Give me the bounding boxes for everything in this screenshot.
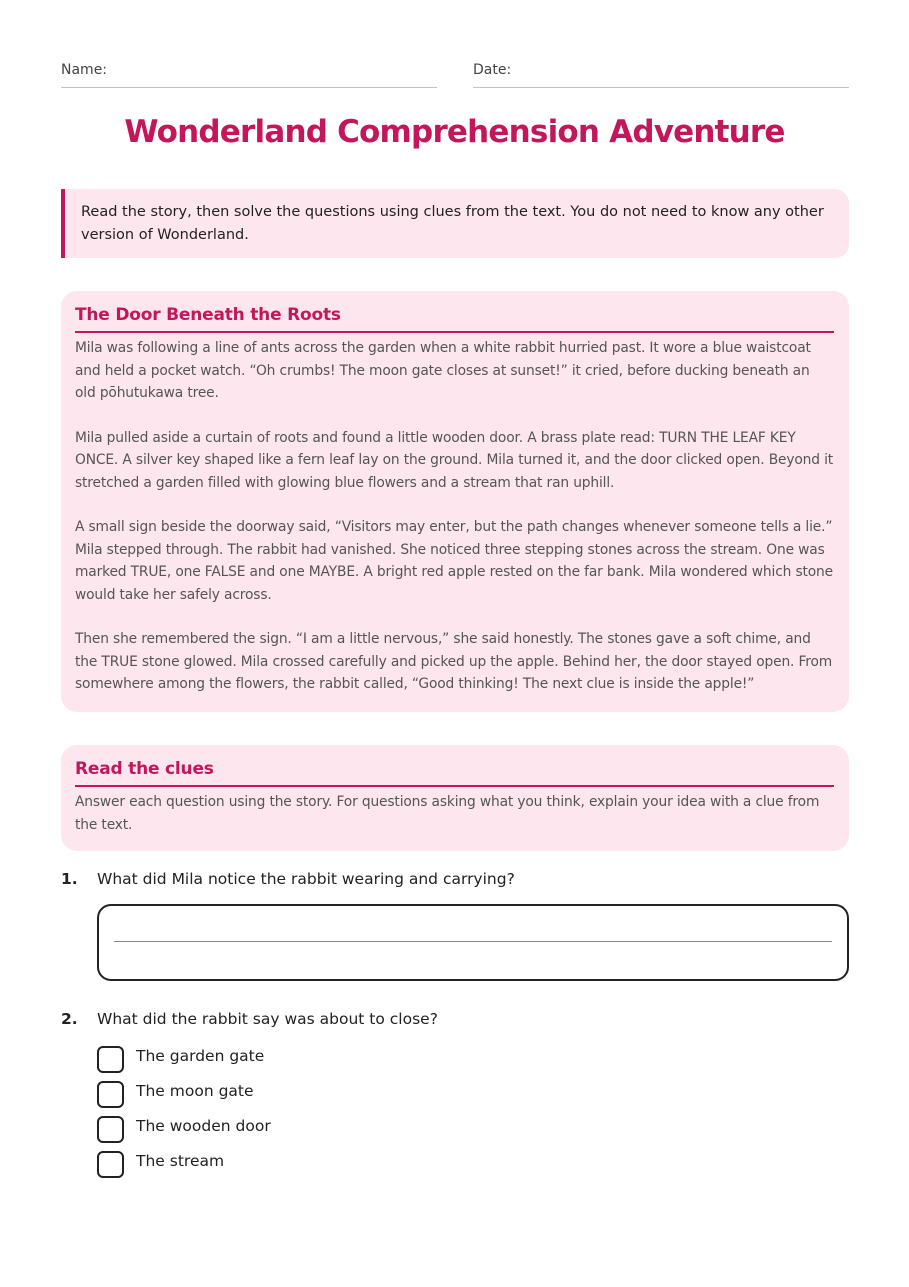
- story-heading: The Door Beneath the Roots: [75, 305, 834, 333]
- checkbox[interactable]: [97, 1046, 124, 1073]
- question-number: 2.: [61, 1010, 78, 1028]
- story-panel: [61, 291, 849, 712]
- name-label: Name:: [61, 62, 108, 78]
- story-paragraph: A small sign beside the doorway said, “Visitors may enter, but the path changes whenever someone tells a lie.” Mila stepped through. The rabbit had vanished. She noticed three stepping stones across the stream. One was marked TRUE, one FALSE and one MAYBE. A bright red apple rested on the far bank. Mila wondered which stone would take her safely across.: [75, 519, 833, 603]
- story-paragraph: Then she remembered the sign. “I am a little nervous,” she said honestly. The stones gave a soft chime, and the TRUE stone glowed. Mila crossed carefully and picked up the apple. Behind her, the door stayed open. From somewhere among the flowers, the rabbit called, “Good thinking! The next clue is inside the apple!”: [75, 631, 833, 692]
- checkbox[interactable]: [97, 1116, 124, 1143]
- page-title: Wonderland Comprehension Adventure: [124, 114, 785, 150]
- option-label: The wooden door: [136, 1117, 271, 1135]
- option-label: The garden gate: [136, 1047, 265, 1065]
- option-label: The stream: [136, 1152, 225, 1170]
- question-number: 1.: [61, 870, 78, 888]
- story-paragraph: Mila pulled aside a curtain of roots and found a little wooden door. A brass plate read: TURN THE LEAF KEY ONCE. A silver key shaped like a fern leaf lay on the ground. Mila turned it, and the door clicked open. Beyond it stretched a garden filled with glowing blue flowers and a stream that ran uphill.: [75, 429, 834, 491]
- option-label: The moon gate: [136, 1082, 254, 1100]
- story-paragraph: Mila was following a line of ants across the garden when a white rabbit hurried past. It wore a blue waistcoat and held a pocket watch. “Oh crumbs! The moon gate closes at sunset!” it cried, before ducking beneath an old pōhutukawa tree.: [75, 340, 811, 401]
- answer-line: [114, 941, 832, 942]
- clues-instructions: Answer each question using the story. For questions asking what you think, explain your idea with a clue from the text.: [75, 794, 820, 833]
- clues-panel: [61, 745, 849, 851]
- checkbox[interactable]: [97, 1081, 124, 1108]
- option-wooden-door[interactable]: [97, 1116, 497, 1143]
- checkbox[interactable]: [97, 1151, 124, 1178]
- option-stream[interactable]: [97, 1151, 497, 1178]
- option-moon-gate[interactable]: [97, 1081, 497, 1108]
- intro-callout: Read the story, then solve the questions using clues from the text. You do not need to know any other version of Wonderland.: [61, 189, 849, 258]
- name-field[interactable]: [61, 62, 437, 88]
- date-field[interactable]: [473, 62, 849, 88]
- clues-heading: Read the clues: [75, 759, 834, 787]
- name-date-row: [61, 62, 849, 88]
- answer-box[interactable]: [97, 904, 849, 981]
- question-text: What did the rabbit say was about to close?: [97, 1010, 438, 1028]
- option-garden-gate[interactable]: [97, 1046, 497, 1073]
- question-text: What did Mila notice the rabbit wearing and carrying?: [97, 870, 515, 888]
- date-label: Date:: [473, 62, 512, 78]
